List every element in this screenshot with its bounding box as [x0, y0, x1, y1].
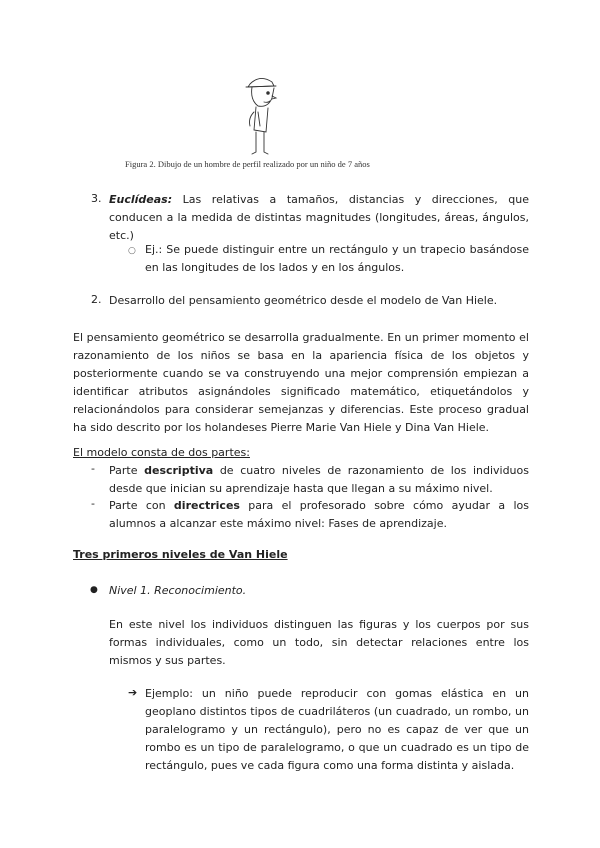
euclidean-example: Ej.: Se puede distinguir entre un rectángulo y un trapecio basándose en las longitudes de los lados y en los ángulos. — [145, 243, 529, 274]
euclidean-title: Euclídeas: — [109, 193, 173, 206]
model-item-2: Parte con directrices para el profesorado sobre cómo ayudar a los alumnos a alcanzar este máximo nivel: Fases de aprendizaje. — [109, 499, 529, 530]
section-title: Desarrollo del pensamiento geométrico desde el modelo de Van Hiele. — [109, 294, 498, 307]
descriptiva-term: descriptiva — [144, 464, 214, 477]
example-arrow-icon: ➔ — [128, 686, 138, 699]
levels-heading: Tres primeros niveles de Van Hiele — [73, 548, 288, 561]
model-bullet-1: - — [91, 462, 95, 475]
section-number-2: 2. — [91, 293, 102, 306]
sub-bullet: ○ — [128, 246, 136, 256]
model-item-1: Parte descriptiva de cuatro niveles de razonamiento de los individuos desde que inician su aprendizaje hasta que llegan a su máximo nivel. — [109, 464, 529, 495]
level1-bullet: ● — [90, 585, 98, 595]
model-bullet-2: - — [91, 497, 95, 510]
level1-description: En este nivel los individuos distinguen las figuras y los cuerpos por sus formas individuales, como un todo, sin detectar relaciones entre los mismos y sus partes. — [109, 618, 529, 667]
directrices-term: directrices — [173, 499, 240, 512]
man-profile-drawing — [238, 70, 288, 160]
euclidean-text: Las relativas a tamaños, distancias y direcciones, que conducen a la medida de distintas magnitudes (longitudes, áreas, ángulos, etc.) — [109, 193, 529, 242]
model-heading: El modelo consta de dos partes: — [73, 446, 250, 459]
figure-caption: Figura 2. Dibujo de un hombre de perfil realizado por un niño de 7 años — [125, 159, 370, 169]
list-number-3: 3. — [91, 192, 102, 205]
level1-title: Nivel 1. Reconocimiento. — [109, 584, 247, 597]
level1-example: Ejemplo: un niño puede reproducir con gomas elástica en un geoplano distintos tipos de cuadriláteros (un cuadrado, un rombo, un paralelogramo y un rectángulo), pero no es capaz de ver que un rombo es un tipo de paralelogramo, o que un cuadrado es un tipo de rectángulo, pues ve cada figura como una forma distinta y aislada. — [145, 687, 529, 772]
intro-paragraph: El pensamiento geométrico se desarrolla gradualmente. En un primer momento el razonamiento de los niños se basa en la apariencia física de los objetos y posteriormente cuando se va construyendo una mejor comprensión empiezan a identificar atributos asignándoles significado matemático, etiquetándolos y relacionándolos para considerar semejanzas y diferencias. Este proceso gradual ha sido descrito por los holandeses Pierre Marie Van Hiele y Dina Van Hiele. — [73, 331, 529, 434]
child-drawing-figure — [238, 70, 288, 160]
euclidean-item — [109, 191, 529, 245]
